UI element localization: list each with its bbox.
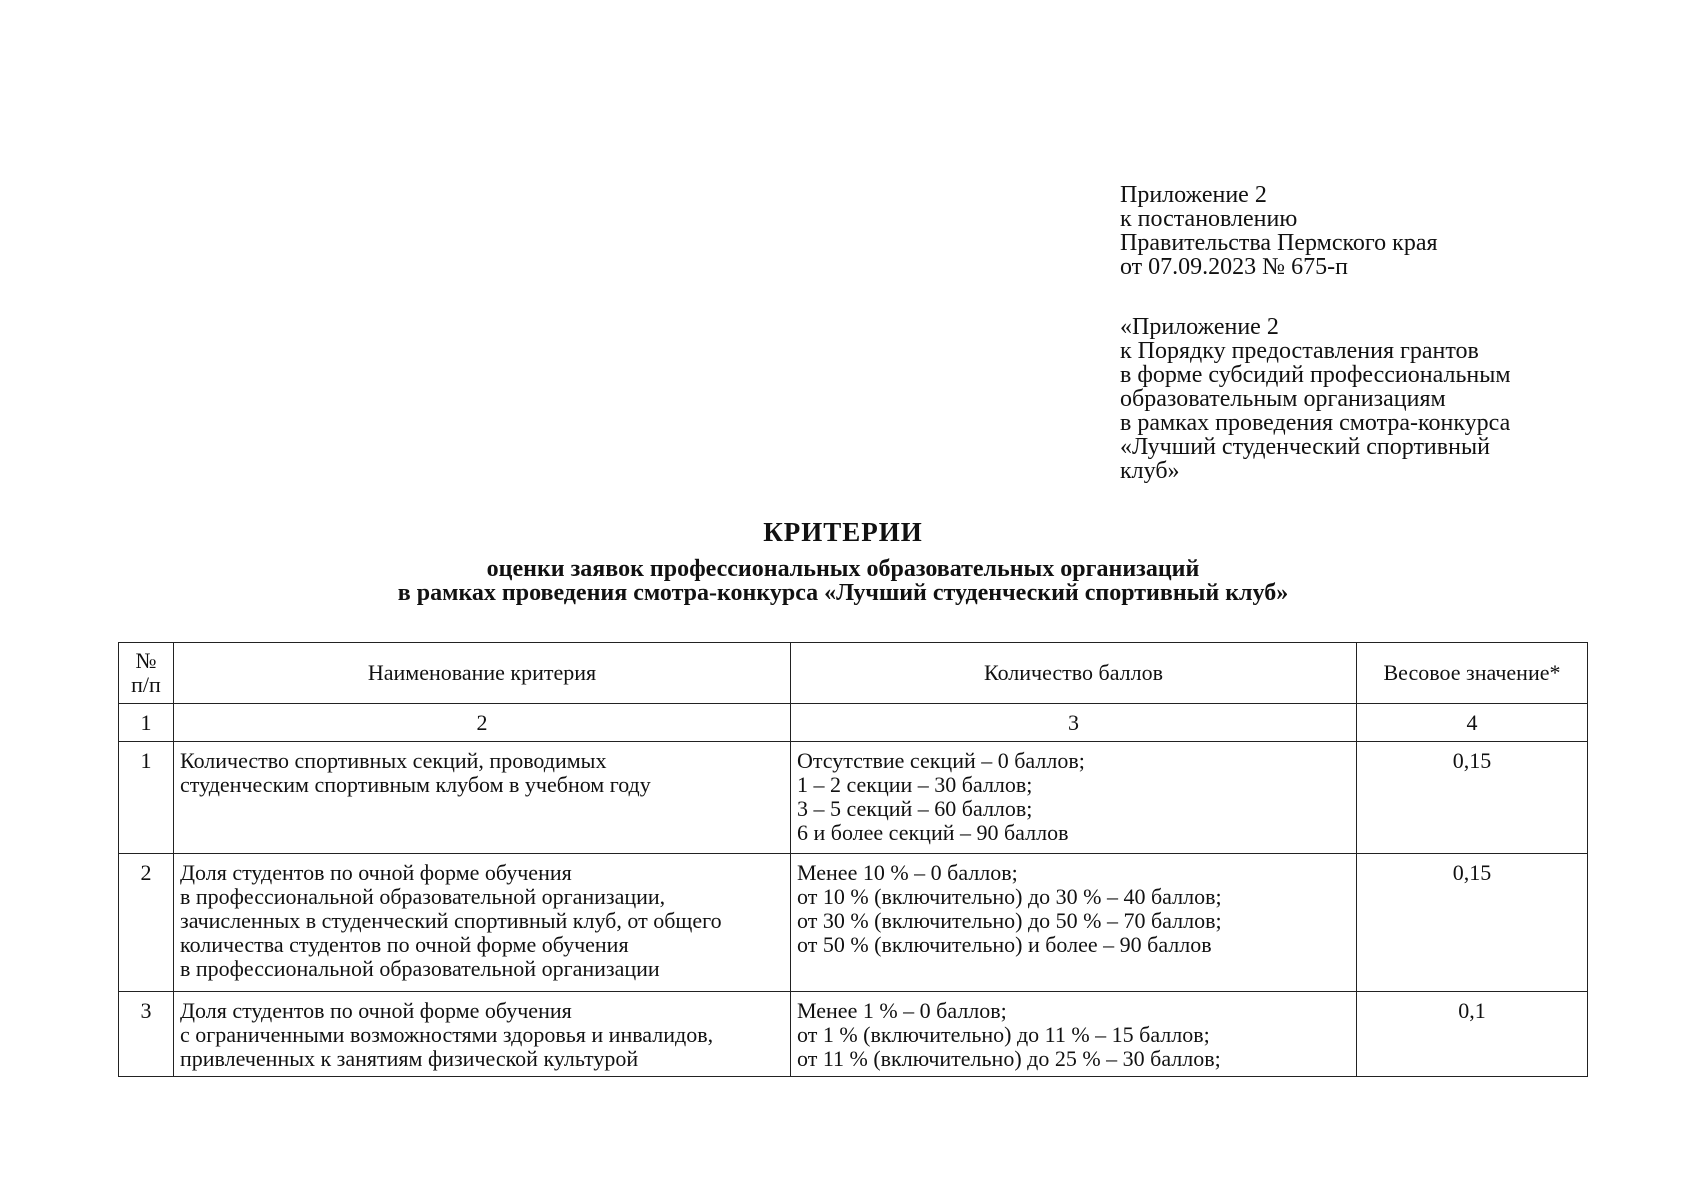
order-annex-line: клуб» xyxy=(1120,458,1180,484)
criterion-weight: 0,15 xyxy=(1357,742,1588,854)
points-line: Менее 1 % – 0 баллов; xyxy=(797,998,1007,1023)
header-number xyxy=(119,643,174,704)
row-number: 1 xyxy=(119,742,174,854)
column-number: 3 xyxy=(791,704,1357,742)
header-points: Количество баллов xyxy=(791,643,1357,704)
order-annex-line: «Лучший студенческий спортивный xyxy=(1120,434,1490,460)
criterion-name xyxy=(174,854,791,992)
column-number: 1 xyxy=(119,704,174,742)
row-number: 3 xyxy=(119,992,174,1077)
annex-line: Приложение 2 xyxy=(1120,182,1267,208)
criterion-name xyxy=(174,742,791,854)
criterion-name-line: в профессиональной образовательной организации xyxy=(180,956,660,981)
header-number-abbr: п/п xyxy=(131,672,161,697)
criterion-name-line: в профессиональной образовательной организации, xyxy=(180,884,666,909)
table-row xyxy=(119,742,1588,854)
points-line: 6 и более секций – 90 баллов xyxy=(797,820,1069,845)
criterion-name-line: с ограниченными возможностями здоровья и инвалидов, xyxy=(180,1022,714,1047)
column-number-row xyxy=(119,704,1588,742)
criterion-name-line: Доля студентов по очной форме обучения xyxy=(180,860,572,885)
points-line: Менее 10 % – 0 баллов; xyxy=(797,860,1018,885)
criterion-points xyxy=(791,992,1357,1077)
column-number: 2 xyxy=(174,704,791,742)
criterion-name-line: количества студентов по очной форме обучения xyxy=(180,932,629,957)
points-line: от 50 % (включительно) и более – 90 баллов xyxy=(797,932,1212,957)
points-line: 3 – 5 секций – 60 баллов; xyxy=(797,796,1033,821)
subtitle-line: оценки заявок профессиональных образовательных организаций xyxy=(486,556,1200,582)
document-subtitle xyxy=(0,557,1686,605)
criterion-points xyxy=(791,854,1357,992)
table-header-row xyxy=(119,643,1588,704)
order-annex-line: образовательным организациям xyxy=(1120,386,1446,412)
points-line: от 1 % (включительно) до 11 % – 15 баллов; xyxy=(797,1022,1210,1047)
order-annex-line: к Порядку предоставления грантов xyxy=(1120,338,1479,364)
criterion-name-line: студенческим спортивным клубом в учебном году xyxy=(180,772,651,797)
points-line: 1 – 2 секции – 30 баллов; xyxy=(797,772,1033,797)
criterion-name-line: Доля студентов по очной форме обучения xyxy=(180,998,572,1023)
criterion-weight: 0,15 xyxy=(1357,854,1588,992)
header-number-sign: № xyxy=(135,648,157,673)
annex-line: Правительства Пермского края xyxy=(1120,230,1438,256)
points-line: от 11 % (включительно) до 25 % – 30 баллов; xyxy=(797,1046,1221,1071)
document-title: КРИТЕРИИ xyxy=(763,517,923,547)
order-annex-line: в рамках проведения смотра-конкурса xyxy=(1120,410,1511,436)
criterion-points xyxy=(791,742,1357,854)
criterion-name xyxy=(174,992,791,1077)
annex-line: от 07.09.2023 № 675-п xyxy=(1120,254,1348,280)
criterion-name-line: привлеченных к занятиям физической культурой xyxy=(180,1046,639,1071)
order-annex-line: в форме субсидий профессиональным xyxy=(1120,362,1511,388)
header-weight: Весовое значение* xyxy=(1357,643,1588,704)
row-number: 2 xyxy=(119,854,174,992)
subtitle-line: в рамках проведения смотра-конкурса «Лучший студенческий спортивный клуб» xyxy=(397,580,1289,606)
header-criterion-name: Наименование критерия xyxy=(174,643,791,704)
criterion-weight: 0,1 xyxy=(1357,992,1588,1077)
criteria-table xyxy=(118,642,1588,1077)
order-annex-line: «Приложение 2 xyxy=(1120,314,1279,340)
annex-line: к постановлению xyxy=(1120,206,1298,232)
annex-block xyxy=(1120,183,1438,279)
criterion-name-line: Количество спортивных секций, проводимых xyxy=(180,748,607,773)
column-number: 4 xyxy=(1357,704,1588,742)
points-line: от 30 % (включительно) до 50 % – 70 баллов; xyxy=(797,908,1222,933)
order-annex-block xyxy=(1120,315,1511,483)
criterion-name-line: зачисленных в студенческий спортивный клуб, от общего xyxy=(180,908,722,933)
table-row xyxy=(119,854,1588,992)
points-line: Отсутствие секций – 0 баллов; xyxy=(797,748,1085,773)
points-line: от 10 % (включительно) до 30 % – 40 баллов; xyxy=(797,884,1222,909)
table-row xyxy=(119,992,1588,1077)
